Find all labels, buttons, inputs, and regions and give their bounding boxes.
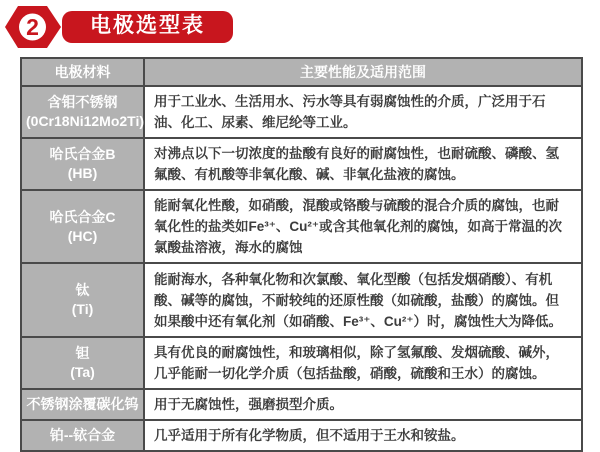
material-cell (21, 420, 144, 451)
column-header-material: 电极材料 (21, 58, 144, 86)
material-name: 哈氏合金B (49, 146, 116, 162)
electrode-selection-table (20, 57, 583, 452)
page-title-label: 电极选型表 (90, 14, 205, 37)
material-name: 哈氏合金C (49, 208, 116, 225)
material-cell (21, 389, 144, 420)
material-code: (HB) (67, 165, 98, 181)
material-name: 不锈钢涂覆碳化钨 (26, 396, 139, 412)
material-cell (21, 263, 144, 337)
material-name: 含钼不锈钢 (47, 94, 118, 110)
description-cell: 用于无腐蚀性，强磨损型介质。 (144, 389, 582, 420)
section-number-badge (3, 3, 63, 51)
material-cell (21, 337, 144, 389)
material-code: (0Cr18Ni12Mo2Ti) (26, 113, 145, 129)
material-code: (Ta) (70, 364, 95, 380)
material-cell (21, 138, 144, 190)
material-name: 钛 (75, 282, 90, 298)
table-row (21, 190, 582, 263)
table-row (21, 420, 582, 451)
badge-number: 2 (26, 14, 39, 40)
description-cell: 具有优良的耐腐蚀性，和玻璃相似，除了氢氟酸、发烟硫酸、碱外，几乎能耐一切化学介质（包括盐酸，硝酸，硫酸和王水）的腐蚀。 (144, 337, 582, 389)
material-cell (21, 86, 144, 138)
description-cell: 用于工业水、生活用水、污水等具有弱腐蚀性的介质，广泛用于石油、化工、尿素、维尼纶等工业。 (144, 86, 582, 138)
description-cell: 对沸点以下一切浓度的盐酸有良好的耐腐蚀性，也耐硫酸、磷酸、氢氟酸、有机酸等非氧化酸、碱、非氧化盐液的腐蚀。 (144, 138, 582, 190)
page-header (0, 0, 600, 57)
material-name: 钽 (75, 345, 90, 361)
table-row (21, 263, 582, 337)
material-cell (21, 190, 144, 263)
material-code: (HC) (67, 227, 98, 244)
table-row (21, 138, 582, 190)
hexagon-badge-icon (3, 3, 63, 51)
description-cell: 几乎适用于所有化学物质，但不适用于王水和铵盐。 (144, 420, 582, 451)
page-title (62, 11, 233, 43)
column-header-performance: 主要性能及适用范围 (144, 58, 582, 86)
material-code: (Ti) (71, 301, 94, 317)
table-row (21, 389, 582, 420)
table-header-row (21, 58, 582, 86)
table-row (21, 337, 582, 389)
description-cell: 能耐海水，各种氧化物和次氯酸、氧化型酸（包括发烟硝酸）、有机酸、碱等的腐蚀，不耐较纯的还原性酸（如硫酸，盐酸）的腐蚀。但如果酸中还有氧化剂（如硝酸、Fe³⁺、Cu²⁺）时，腐蚀性大为降低。 (144, 263, 582, 337)
description-cell: 能耐氧化性酸，如硝酸，混酸或铬酸与硫酸的混合介质的腐蚀，也耐氧化性的盐类如Fe³⁺、Cu²⁺或含其他氧化剂的腐蚀，如高于常温的次氯酸盐溶液，海水的腐蚀 (144, 190, 582, 263)
table-row (21, 86, 582, 138)
material-name: 铂--铱合金 (49, 427, 116, 443)
